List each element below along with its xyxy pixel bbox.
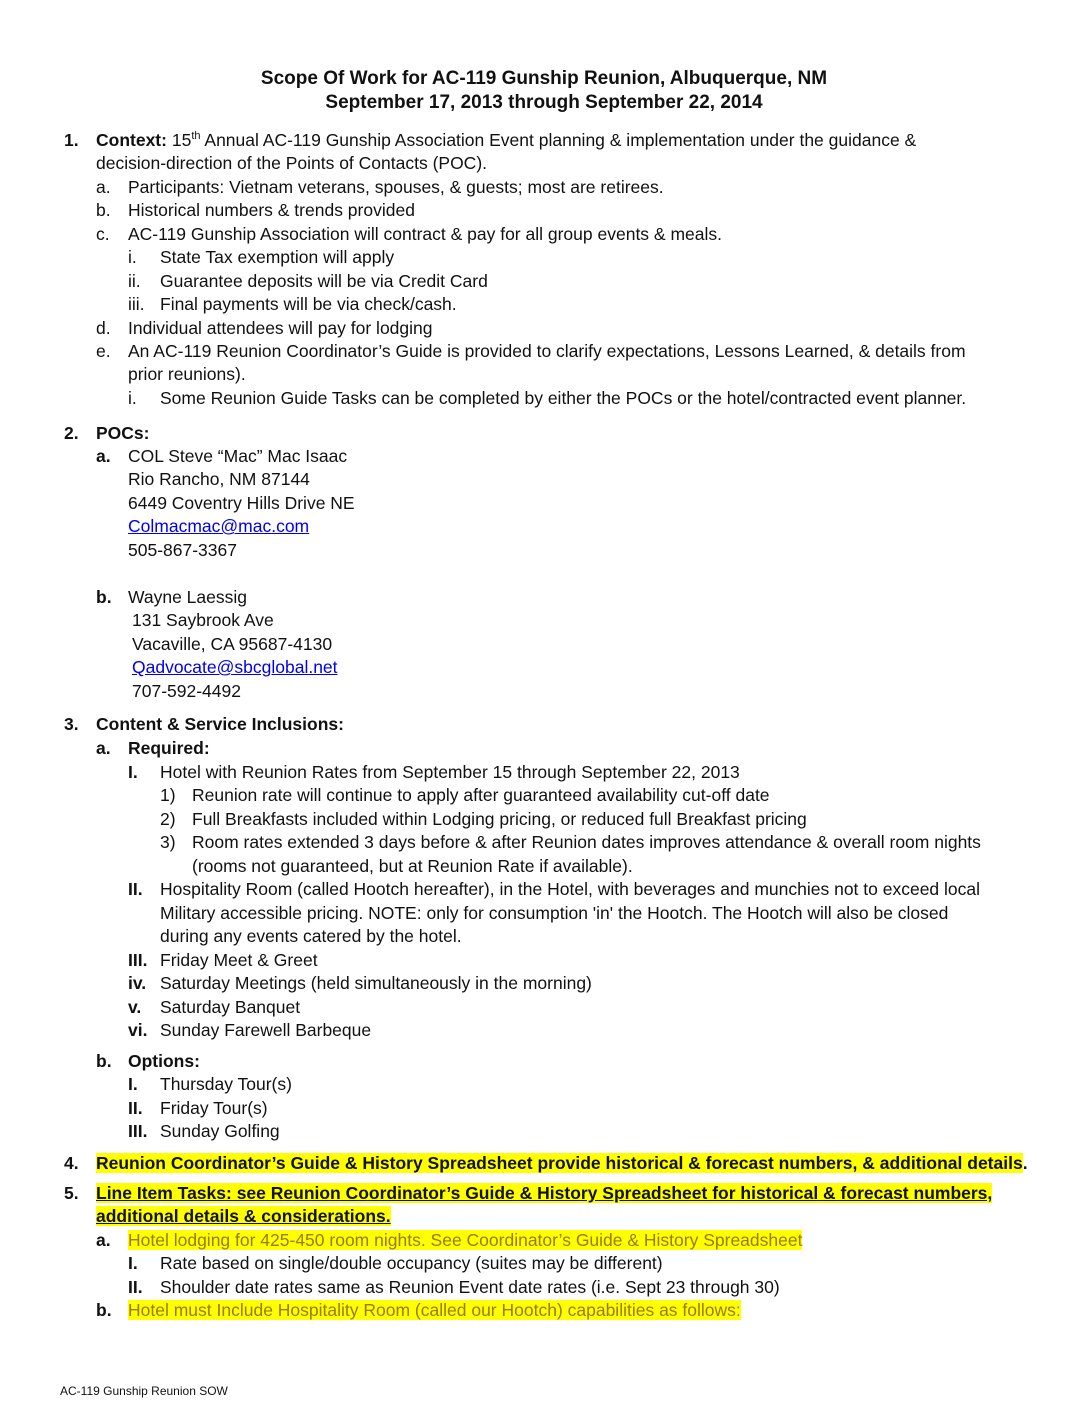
- list-marker: a.: [96, 738, 111, 758]
- list-item: AC-119 Gunship Association will contract & pay for all group events & meals.: [128, 224, 722, 244]
- list-marker: ii.: [128, 271, 141, 291]
- poc-name: COL Steve “Mac” Mac Isaac: [128, 446, 348, 466]
- section-heading: Content & Service Inclusions:: [96, 714, 344, 734]
- list-item: Guarantee deposits will be via Credit Card: [160, 271, 488, 291]
- section-heading: POCs:: [96, 423, 150, 443]
- list-marker: iii.: [128, 294, 145, 314]
- list-marker: d.: [96, 318, 111, 338]
- list-item: Some Reunion Guide Tasks can be completed by either the POCs or the hotel/contracted event planner.: [160, 388, 967, 408]
- list-item: Saturday Banquet: [160, 997, 301, 1017]
- list-item-cont: (rooms not guaranteed, but at Reunion Rate if available).: [192, 856, 633, 876]
- poc-city: Vacaville, CA 95687-4130: [132, 634, 333, 654]
- list-marker: 2): [160, 809, 176, 829]
- section-1-line: [96, 129, 916, 151]
- poc-name: Wayne Laessig: [128, 587, 247, 607]
- list-item: Shoulder date rates same as Reunion Event date rates (i.e. Sept 23 through 30): [160, 1277, 780, 1297]
- section-number: 3.: [64, 714, 79, 734]
- section-number: 5.: [64, 1183, 79, 1203]
- list-item: Final payments will be via check/cash.: [160, 294, 457, 314]
- ordinal-suffix: th: [191, 130, 201, 143]
- list-marker: II.: [128, 1098, 143, 1118]
- list-marker: III.: [128, 950, 148, 970]
- ordinal-number: 15: [171, 130, 192, 150]
- list-marker: vi.: [128, 1020, 148, 1040]
- context-text: Annual AC-119 Gunship Association Event planning & implementation under the guidance &: [204, 130, 917, 150]
- section-heading: Context:: [96, 130, 167, 150]
- subsection-heading: Options:: [128, 1051, 200, 1071]
- poc-city: Rio Rancho, NM 87144: [128, 469, 310, 489]
- highlighted-text: Reunion Coordinator’s Guide & History Spreadsheet provide historical & forecast numbers, & additional details: [96, 1153, 1023, 1173]
- highlighted-text: Hotel must Include Hospitality Room (called our Hootch) capabilities as follows:: [128, 1300, 741, 1320]
- doc-title-line2: September 17, 2013 through September 22, 2014: [325, 92, 763, 113]
- list-item-cont: during any events catered by the hotel.: [160, 926, 462, 946]
- list-item-cont: prior reunions).: [128, 364, 246, 384]
- section-5-line-cont: [96, 1205, 391, 1227]
- list-item: Rate based on single/double occupancy (suites may be different): [160, 1253, 663, 1273]
- list-item: Full Breakfasts included within Lodging pricing, or reduced full Breakfast pricing: [192, 809, 807, 829]
- list-marker: e.: [96, 341, 111, 361]
- list-item: Participants: Vietnam veterans, spouses, & guests; most are retirees.: [128, 177, 664, 197]
- list-item: An AC-119 Reunion Coordinator’s Guide is provided to clarify expectations, Lessons Learned, & details from: [128, 341, 966, 361]
- list-item: Saturday Meetings (held simultaneously in the morning): [160, 973, 592, 993]
- list-item: Sunday Farewell Barbeque: [160, 1020, 372, 1040]
- list-marker: II.: [128, 879, 143, 899]
- section-number: 2.: [64, 423, 79, 443]
- list-item: Room rates extended 3 days before & after Reunion dates improves attendance & overall room nights: [192, 832, 981, 852]
- section-5-line: [96, 1182, 992, 1204]
- page-footer: AC-119 Gunship Reunion SOW: [60, 1384, 228, 1398]
- list-marker: b.: [96, 1051, 112, 1071]
- poc-phone: 505-867-3367: [128, 540, 237, 560]
- context-text-cont: decision-direction of the Points of Contacts (POC).: [96, 153, 488, 173]
- period: .: [1022, 1153, 1028, 1173]
- list-item: [128, 1229, 802, 1251]
- list-marker: I.: [128, 1253, 138, 1273]
- list-item: State Tax exemption will apply: [160, 247, 395, 267]
- list-marker: I.: [128, 762, 138, 782]
- list-item: Hotel with Reunion Rates from September 15 through September 22, 2013: [160, 762, 740, 782]
- list-marker: III.: [128, 1121, 148, 1141]
- highlighted-text: Line Item Tasks: see Reunion Coordinator’s Guide & History Spreadsheet for historical & forecast numbers,: [96, 1183, 993, 1203]
- list-item: Friday Meet & Greet: [160, 950, 318, 970]
- list-marker: i.: [128, 247, 137, 267]
- list-marker: i.: [128, 388, 137, 408]
- list-item: Hospitality Room (called Hootch hereafter), in the Hotel, with beverages and munchies not to exceed local: [160, 879, 981, 899]
- section-number: 4.: [64, 1153, 79, 1173]
- list-item: Historical numbers & trends provided: [128, 200, 415, 220]
- list-marker: c.: [96, 224, 110, 244]
- section-4-line: [96, 1152, 1028, 1174]
- doc-title-line1: Scope Of Work for AC-119 Gunship Reunion, Albuquerque, NM: [260, 68, 828, 89]
- list-item: [128, 1299, 741, 1321]
- list-marker: I.: [128, 1074, 138, 1094]
- list-marker: b.: [96, 587, 112, 607]
- subsection-heading: Required:: [128, 738, 210, 758]
- poc-street: 6449 Coventry Hills Drive NE: [128, 493, 355, 513]
- list-marker: 3): [160, 832, 176, 852]
- list-marker: 1): [160, 785, 176, 805]
- list-marker: b.: [96, 1300, 112, 1320]
- section-number: 1.: [64, 130, 79, 150]
- list-marker: v.: [128, 997, 142, 1017]
- poc-phone: 707-592-4492: [132, 681, 241, 701]
- poc-email-link[interactable]: Colmacmac@mac.com: [128, 516, 310, 536]
- list-item: Sunday Golfing: [160, 1121, 280, 1141]
- list-item: Reunion rate will continue to apply after guaranteed availability cut-off date: [192, 785, 770, 805]
- poc-email-link[interactable]: Qadvocate@sbcglobal.net: [132, 657, 338, 677]
- list-item: Friday Tour(s): [160, 1098, 268, 1118]
- list-item-cont: Military accessible pricing. NOTE: only for consumption 'in' the Hootch. The Hootch will also be closed: [160, 903, 949, 923]
- list-item: Individual attendees will pay for lodging: [128, 318, 433, 338]
- highlighted-text: Hotel lodging for 425-450 room nights. See Coordinator’s Guide & History Spreadsheet: [128, 1230, 803, 1250]
- list-item: Thursday Tour(s): [160, 1074, 292, 1094]
- list-marker: b.: [96, 200, 111, 220]
- list-marker: a.: [96, 1230, 111, 1250]
- highlighted-text: additional details & considerations.: [96, 1206, 391, 1226]
- list-marker: a.: [96, 446, 111, 466]
- list-marker: II.: [128, 1277, 143, 1297]
- list-marker: a.: [96, 177, 111, 197]
- list-marker: iv.: [128, 973, 147, 993]
- poc-street: 131 Saybrook Ave: [132, 610, 274, 630]
